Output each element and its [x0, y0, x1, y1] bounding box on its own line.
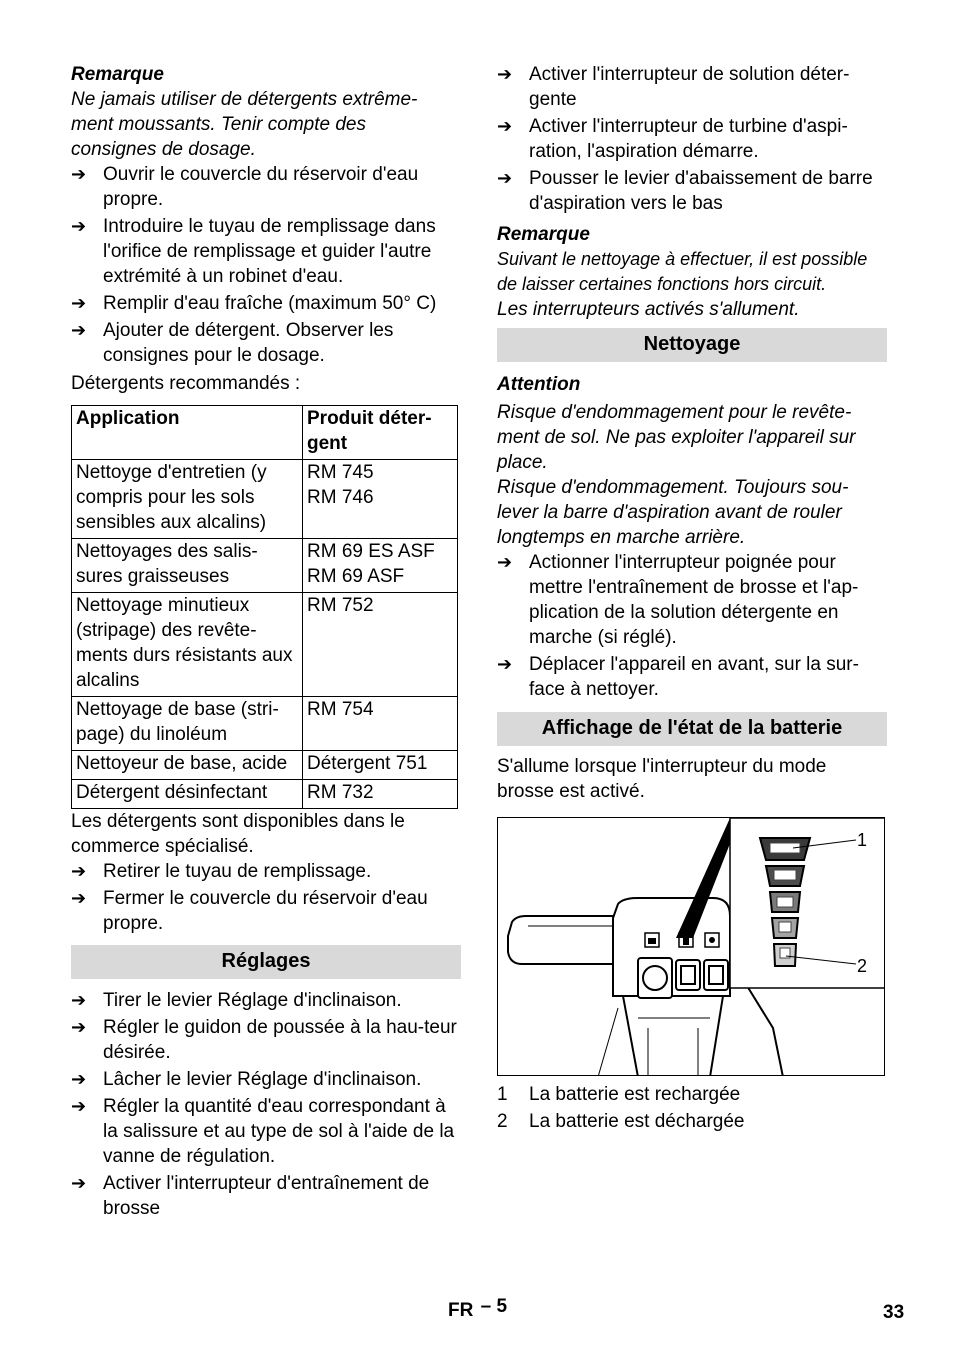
application-cell: Détergent désinfectant [72, 780, 303, 809]
table-row [72, 539, 458, 593]
product-cell: RM 745 RM 746 [303, 460, 458, 539]
step-text: Ajouter de détergent. Observer les consignes pour le dosage. [103, 320, 394, 366]
footer-language [448, 1298, 507, 1323]
note-text: Ne jamais utiliser de détergents extrême-ment moussants. Tenir compte des consignes de dosage. [71, 89, 418, 160]
step-text: Déplacer l'appareil en avant, sur la sur-face à nettoyer. [529, 654, 859, 700]
table-row [72, 460, 458, 539]
step-text: Activer l'interrupteur d'entraînement de brosse [103, 1173, 430, 1219]
step-text: Tirer le levier Réglage d'inclinaison. [103, 990, 402, 1011]
detergent-table [71, 405, 458, 809]
left-column [71, 62, 461, 1221]
table-header-cell: Produit déter-gent [303, 406, 458, 460]
instruction-step [497, 62, 887, 112]
legend-number: 1 [497, 1084, 508, 1105]
table-header-cell: Application [72, 406, 303, 460]
arrow-right-icon: ➔ [71, 293, 87, 313]
arrow-right-icon: ➔ [71, 320, 87, 340]
instruction-step [71, 1171, 461, 1221]
step-text: Retirer le tuyau de remplissage. [103, 861, 372, 882]
legend-item [497, 1082, 887, 1107]
product-cell: Détergent 751 [303, 751, 458, 780]
application-cell: Nettoyeur de base, acide [72, 751, 303, 780]
page-number: 33 [883, 1302, 905, 1323]
section-heading-reglages: Réglages [71, 945, 461, 979]
arrow-right-icon: ➔ [71, 1096, 87, 1116]
instruction-step [497, 166, 887, 216]
attention-text: Risque d'endommagement pour le revête-ment de sol. Ne pas exploiter l'appareil sur place. [497, 402, 856, 473]
legend-text: La batterie est rechargée [529, 1084, 741, 1105]
instruction-step [71, 1015, 461, 1065]
arrow-right-icon: ➔ [497, 116, 513, 136]
instruction-list [71, 162, 461, 368]
legend-text: La batterie est déchargée [529, 1111, 745, 1132]
instruction-step [71, 162, 461, 212]
step-text: Introduire le tuyau de remplissage dans l'orifice de remplissage et guider l'autre extrémité à un robinet d'eau. [103, 216, 436, 287]
table-row [72, 593, 458, 697]
arrow-right-icon: ➔ [71, 216, 87, 236]
right-column [497, 62, 887, 1134]
arrow-right-icon: ➔ [71, 164, 87, 184]
instruction-list [497, 550, 887, 702]
table-row [72, 751, 458, 780]
step-text: Actionner l'interrupteur poignée pour mettre l'entraînement de brosse et l'ap-plication de la solution détergente en marche (si réglé). [529, 552, 859, 648]
product-cell: RM 752 [303, 593, 458, 697]
availability-text: Les détergents sont disponibles dans le commerce spécialisé. [71, 811, 405, 857]
arrow-right-icon: ➔ [71, 1069, 87, 1089]
application-cell: Nettoyage minutieux (stripage) des revête-ments durs résistants aux alcalins [72, 593, 303, 697]
application-cell: Nettoyge d'entretien (y compris pour les sols sensibles aux alcalins) [72, 460, 303, 539]
arrow-right-icon: ➔ [71, 888, 87, 908]
battery-display-illustration [498, 818, 885, 1076]
application-cell: Nettoyages des salis-sures graisseuses [72, 539, 303, 593]
instruction-list [71, 859, 461, 936]
step-text: Régler le guidon de poussée à la hau-teur désirée. [103, 1017, 457, 1063]
instruction-step [71, 859, 461, 884]
instruction-step [71, 1094, 461, 1169]
note-heading: Remarque [497, 224, 590, 245]
arrow-right-icon: ➔ [497, 64, 513, 84]
instruction-step [71, 886, 461, 936]
product-cell: RM 69 ES ASF RM 69 ASF [303, 539, 458, 593]
instruction-step [71, 1067, 461, 1092]
figure-legend [497, 1082, 887, 1134]
arrow-right-icon: ➔ [71, 1173, 87, 1193]
instruction-list [71, 988, 461, 1221]
step-text: Remplir d'eau fraîche (maximum 50° C) [103, 293, 437, 314]
instruction-step [71, 988, 461, 1013]
callout-1: 1 [857, 830, 868, 850]
table-row [72, 697, 458, 751]
arrow-right-icon: ➔ [71, 861, 87, 881]
arrow-right-icon: ➔ [71, 1017, 87, 1037]
step-text: Ouvrir le couvercle du réservoir d'eau propre. [103, 164, 419, 210]
step-text: Pousser le levier d'abaissement de barre d'aspiration vers le bas [529, 168, 873, 214]
table-row [72, 780, 458, 809]
step-text: Lâcher le levier Réglage d'inclinaison. [103, 1069, 422, 1090]
callout-2: 2 [857, 956, 868, 976]
table-header-row [72, 406, 458, 460]
table-intro: Détergents recommandés : [71, 373, 301, 394]
instruction-step [497, 114, 887, 164]
instruction-step [497, 652, 887, 702]
legend-item [497, 1109, 887, 1134]
section-heading-nettoyage: Nettoyage [497, 328, 887, 362]
attention-text: Risque d'endommagement. Toujours sou-lever la barre d'aspiration avant de rouler longtemps en marche arrière. [497, 477, 849, 548]
instruction-list [497, 62, 887, 216]
step-text: Activer l'interrupteur de solution déter-gente [529, 64, 850, 110]
batterie-text: S'allume lorsque l'interrupteur du mode brosse est activé. [497, 756, 827, 802]
arrow-right-icon: ➔ [497, 168, 513, 188]
step-text: Régler la quantité d'eau correspondant à la salissure et au type de sol à l'aide de la vanne de régulation. [103, 1096, 455, 1167]
battery-status-figure [497, 817, 885, 1076]
arrow-right-icon: ➔ [71, 990, 87, 1010]
note-text: Les interrupteurs activés s'allument. [497, 299, 800, 320]
instruction-step [497, 550, 887, 650]
footer-section-page: – 5 [480, 1296, 508, 1317]
note-text: Suivant le nettoyage à effectuer, il est possible de laisser certaines fonctions hors circuit. [497, 249, 868, 294]
product-cell: RM 754 [303, 697, 458, 751]
step-text: Fermer le couvercle du réservoir d'eau propre. [103, 888, 428, 934]
section-heading-batterie: Affichage de l'état de la batterie [497, 712, 887, 746]
step-text: Activer l'interrupteur de turbine d'aspi-ration, l'aspiration démarre. [529, 116, 848, 162]
instruction-step [71, 318, 461, 368]
application-cell: Nettoyage de base (stri-page) du linoléum [72, 697, 303, 751]
footer-lang-label: FR [448, 1300, 474, 1321]
note-heading: Remarque [71, 64, 164, 85]
instruction-step [71, 291, 461, 316]
instruction-step [71, 214, 461, 289]
product-cell: RM 732 [303, 780, 458, 809]
arrow-right-icon: ➔ [497, 654, 513, 674]
attention-heading: Attention [497, 374, 581, 395]
legend-number: 2 [497, 1111, 508, 1132]
arrow-right-icon: ➔ [497, 552, 513, 572]
